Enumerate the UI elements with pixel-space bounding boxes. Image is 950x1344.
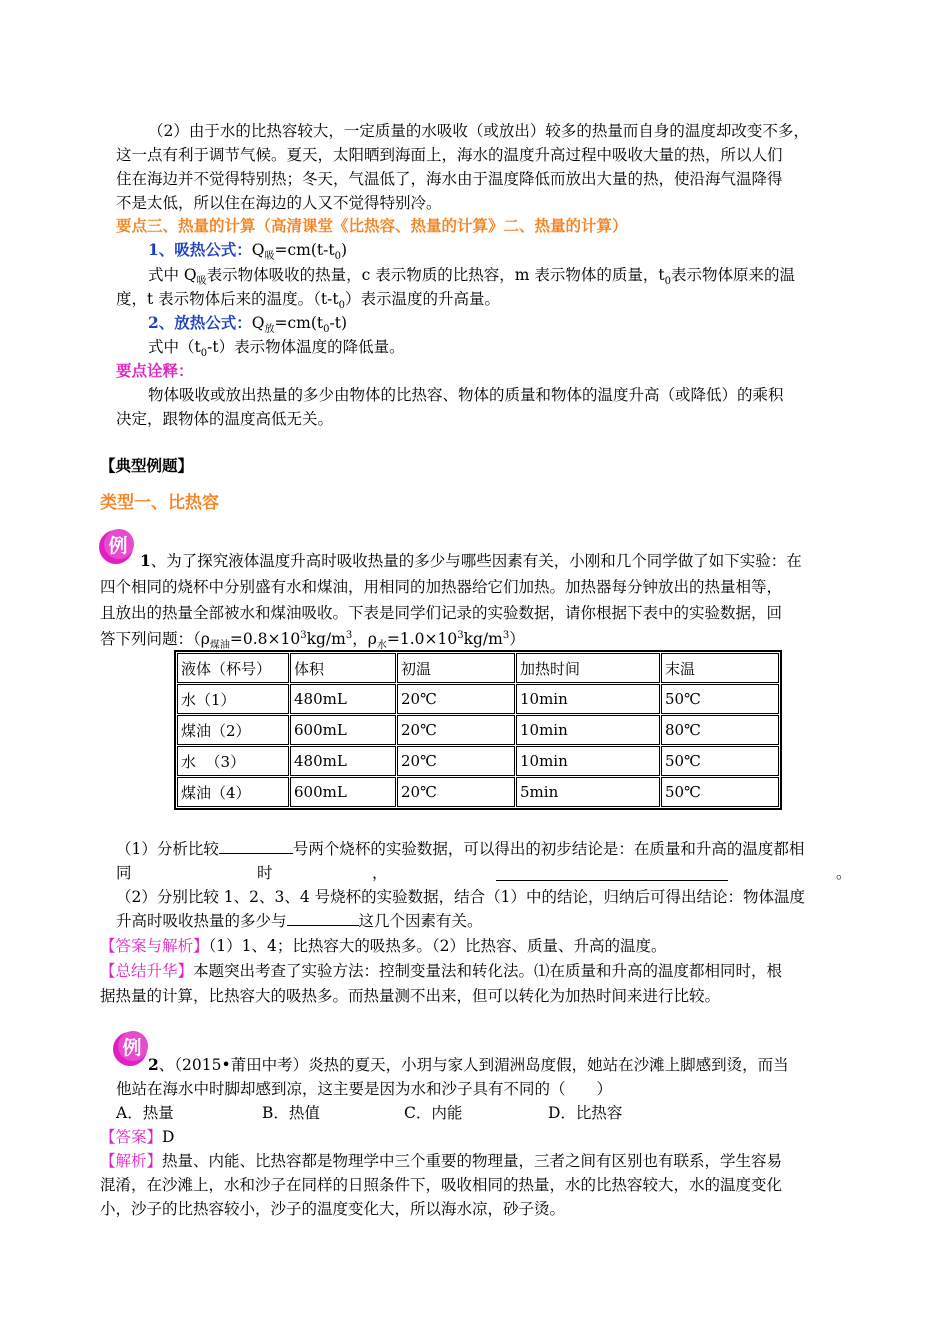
example-badge-icon [96, 526, 136, 566]
note-title: 要点诠释： [116, 361, 194, 380]
ex2-line1: 2、（2015•莆田中考）炎热的夏天，小玥与家人到湄洲岛度假，她站在沙滩上脚感到烫，而当 [148, 1055, 789, 1074]
table-cell: 煤油（2） [177, 715, 289, 745]
para2-line3: 住在海边并不觉得特别热；冬天，气温低了，海水由于温度降低而放出大量的热，使沿海气温降得 [116, 170, 783, 188]
answer-tag: 【答案与解析】 [100, 937, 209, 955]
table-row [177, 715, 779, 745]
formula1: 1、吸热公式：$Q_吸=cm(t-t_0)$ [148, 240, 348, 263]
para2-line1: （2）由于水的比热容较大，一定质量的水吸收（或放出）较多的热量而自身的温度却改变不多， [148, 122, 809, 140]
table-cell: 水 （3） [177, 746, 289, 776]
table-cell: 20℃ [397, 684, 515, 714]
ex2-analysis-line2: 混淆，在沙滩上，水和沙子在同样的日照条件下，吸收相同的热量，水的比热容较大，水的温度变化 [100, 1176, 783, 1194]
formula1-desc-line2: 度，t 表示物体后来的温度。$(t-t_0)$表示温度的升高量。 [116, 290, 500, 312]
ex2-option-d[interactable]: D．比热容 [548, 1104, 623, 1122]
type1-heading: 类型一、比热容 [100, 493, 219, 513]
ex1-summary-line1: 【总结升华】本题突出考查了实验方法：控制变量法和转化法。⑴在质量和升高的温度都相同时，根 [100, 962, 783, 980]
table-row [177, 777, 779, 807]
table-cell: 480mL [290, 684, 396, 714]
ex2-line2: 他站在海水中时脚却感到凉，这主要是因为水和沙子具有不同的（ ） [116, 1080, 613, 1098]
table-cell: 20℃ [397, 746, 515, 776]
table-cell: 10min [516, 746, 660, 776]
table-cell: 50℃ [661, 777, 779, 807]
table-cell: 20℃ [397, 777, 515, 807]
formula1-label: 1、吸热公式： [148, 240, 252, 259]
experiment-table [174, 650, 782, 810]
table-cell: 50℃ [661, 684, 779, 714]
para2-line2: 这一点有利于调节气候。夏天，太阳晒到海面上，海水的温度升高过程中吸收大量的热，所以人们 [116, 146, 783, 164]
analysis-tag: 【解析】 [100, 1152, 163, 1170]
table-cell: 600mL [290, 777, 396, 807]
table-row [177, 746, 779, 776]
document-page: （2）由于水的比热容较大，一定质量的水吸收（或放出）较多的热量而自身的温度却改变不多， 这一点有利于调节气候。夏天，太阳晒到海面上，海水的温度升高过程中吸收大量的热，所以人们 住在海边并不觉得特别热；冬天，气温低了，海水由于温度降低而放出大量的热，使沿海气温降得 不是太低，所以住在海边的人又不觉得特别冷。 要点三、热量的计算（高清课堂《比热容、热量的计算》二、热量的计算） 1、吸热公式：$Q_吸=cm(t-t_0)$ 式中 $Q_吸$表示物体吸收的热量，c 表示物质的比热容，m 表示物体的质量，$t_0$表示物体原来的温 度，t 表示物体后来的温度。$(t-t_0)$表示温度的升高量。 2、放热公式：$Q_放=cm(t_0-t)$ 式中$(t_0-t)$表示物体温度的降低量。 要点诠释： 物体吸收或放出热量的多少由物体的比热容、物体的质量和物体的温度升高（或降低）的乘积 决定，跟物体的温度高低无关。 【典型例题】 类型一、比热容 例 1、为了探究液体温度升高时吸收热量的多少与哪些因素有关，小刚和几个同学做了如下实验：在 四个相同的烧杯中分别盛有水和煤油，用相同的加热器给它们加热。加热器每分钟放出的热量相等， 且放出的热量全部被水和煤油吸收。下表是同学们记录的实验数据，请你根据下表中的实验数据，回 答下列问题：（$\rho_{煤油}=0.8\times 10^3kg/m^3$，$\rho_水=1.0\times 10^3kg/m^3$） 液体（杯号） 体积 初温 加热时间 末温 水（1） 480mL 20℃ 10min 50℃ 煤油（2） 600mL 20℃ 10min 80℃ 水 （3） 480mL 20℃ 10min 50℃ 煤油（4） 600mL 20℃ 5min 50℃ （1）分析比较 号两个烧杯的实验数据，可以得出的初步结论是：在质量和升高的温度都相 同 时 ， 。 （2）分别比较 1、2、3、4 号烧杯的实验数据，结合（1）中的结论，归纳后可得出结论：物体温度 升高时吸收热量的多少与 这几个因素有关。 【答案与解析】（1）1、4；比热容大的吸热多。（2）比热容、质量、升高的温度。 【总结升华】本题突出考查了实验方法：控制变量法和转化法。⑴在质量和升高的温度都相同时，根 据热量的计算，比热容大的吸热多。而热量测不出来，但可以转化为加热时间来进行比较。 例 2、（2015•莆田中考）炎热的夏天，小玥与家人到湄洲岛度假，她站在沙滩上脚感到烫，而当 他站在海水中时脚却感到凉，这主要是因为水和沙子具有不同的（ ） A．热量 B．热值 C．内能 D．比热容 【答案】D 【解析】热量、内能、比热容都是物理学中三个重要的物理量，三者之间有区别也有联系，学生容易 混淆，在沙滩上，水和沙子在同样的日照条件下，吸收相同的热量，水的比热容较大，水的温度变化 小，沙子的比热容较小，沙子的温度变化大，所以海水凉，砂子烫。 [0, 0, 950, 1344]
examples-heading: 【典型例题】 [100, 456, 194, 475]
table-cell: 10min [516, 715, 660, 745]
ex1-line4: 答下列问题：（$\rho_{煤油}=0.8\times 10^3kg/m^3$，$\rho_水=1.0\times 10^3kg/m^3$） [100, 629, 525, 652]
section3-title: 要点三、热量的计算（高清课堂《比热容、热量的计算》二、热量的计算） [116, 216, 628, 235]
table-header-cell: 加热时间 [516, 653, 660, 683]
example-badge-text: 例 [122, 1037, 142, 1059]
ex1-line3: 且放出的热量全部被水和煤油吸收。下表是同学们记录的实验数据，请你根据下表中的实验数据，回 [100, 604, 783, 622]
formula1-desc-line1: 式中 $Q_吸$表示物体吸收的热量，c 表示物质的比热容，m 表示物体的质量，$t_0$表示物体原来的温 [148, 266, 795, 288]
ex2-answer: 【答案】D [100, 1128, 175, 1146]
example-badge-icon [110, 1028, 150, 1068]
table-header-row [177, 653, 779, 683]
answer-blank[interactable] [219, 839, 293, 854]
note-line2: 决定，跟物体的温度高低无关。 [116, 410, 334, 428]
table-cell: 50℃ [661, 746, 779, 776]
note-line1: 物体吸收或放出热量的多少由物体的比热容、物体的质量和物体的温度升高（或降低）的乘积 [148, 386, 784, 404]
table-cell: 10min [516, 684, 660, 714]
formula2-label: 2、放热公式： [148, 313, 252, 332]
table-cell: 80℃ [661, 715, 779, 745]
table-cell: 水（1） [177, 684, 289, 714]
table-header-cell: 末温 [661, 653, 779, 683]
table-header-cell: 体积 [290, 653, 396, 683]
example-badge-text: 例 [108, 535, 128, 557]
formula2-desc: 式中$(t_0-t)$表示物体温度的降低量。 [148, 338, 405, 360]
ex2-option-a[interactable]: A．热量 [116, 1104, 174, 1122]
table-cell: 5min [516, 777, 660, 807]
ex1-q1-line1: （1）分析比较 号两个烧杯的实验数据，可以得出的初步结论是：在质量和升高的温度都相 [116, 840, 805, 858]
answer-blank[interactable] [287, 911, 359, 926]
answer-tag: 【答案】 [100, 1128, 163, 1146]
ex2-analysis-line1: 【解析】热量、内能、比热容都是物理学中三个重要的物理量，三者之间有区别也有联系，学生容易 [100, 1152, 783, 1170]
table-row [177, 684, 779, 714]
table-cell: 煤油（4） [177, 777, 289, 807]
ex1-line1: 1、为了探究液体温度升高时吸收热量的多少与哪些因素有关，小刚和几个同学做了如下实验：在 [140, 551, 802, 570]
ex1-line2: 四个相同的烧杯中分别盛有水和煤油，用相同的加热器给它们加热。加热器每分钟放出的热量相等， [100, 578, 783, 596]
ex2-analysis-line3: 小，沙子的比热容较小，沙子的温度变化大，所以海水凉，砂子烫。 [100, 1200, 566, 1218]
ex1-summary-line2: 据热量的计算，比热容大的吸热多。而热量测不出来，但可以转化为加热时间来进行比较。 [100, 987, 721, 1005]
formula2: 2、放热公式：$Q_放=cm(t_0-t)$ [148, 313, 348, 336]
ex1-answer: 【答案与解析】（1）1、4；比热容大的吸热多。（2）比热容、质量、升高的温度。 [100, 937, 667, 955]
table-cell: 480mL [290, 746, 396, 776]
ex2-option-c[interactable]: C．内能 [404, 1104, 463, 1122]
table-header-cell: 液体（杯号） [177, 653, 289, 683]
ex2-option-b[interactable]: B．热值 [262, 1104, 320, 1122]
table-cell: 20℃ [397, 715, 515, 745]
ex1-q2-line2: 升高时吸收热量的多少与 这几个因素有关。 [116, 912, 483, 930]
table-cell: 600mL [290, 715, 396, 745]
para2-line4: 不是太低，所以住在海边的人又不觉得特别冷。 [116, 194, 442, 212]
answer-blank[interactable] [496, 866, 728, 881]
summary-tag: 【总结升华】 [100, 962, 194, 980]
table-header-cell: 初温 [397, 653, 515, 683]
ex1-q2-line1: （2）分别比较 1、2、3、4 号烧杯的实验数据，结合（1）中的结论，归纳后可得出结论：物体温度 [116, 888, 806, 906]
